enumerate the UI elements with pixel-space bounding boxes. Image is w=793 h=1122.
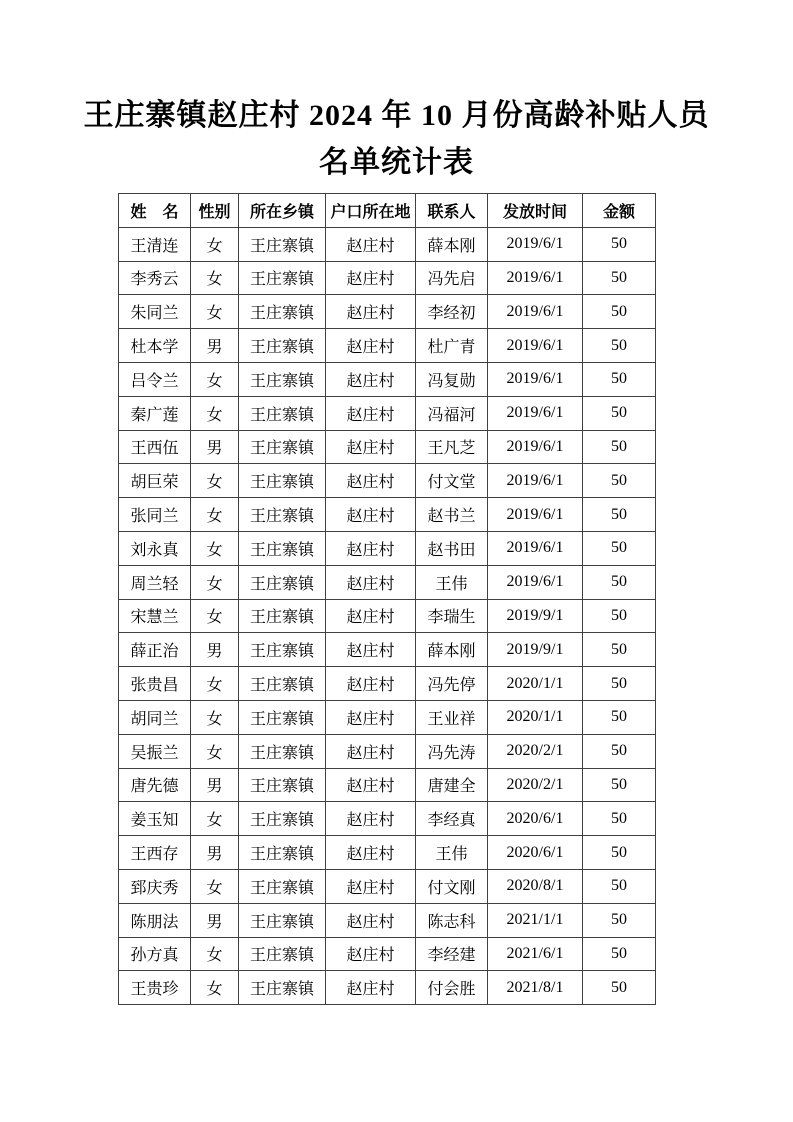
table-cell: 50 — [583, 599, 656, 633]
table-cell: 女 — [191, 531, 239, 565]
table-cell: 赵庄村 — [326, 227, 416, 261]
table-cell: 薛本刚 — [416, 227, 488, 261]
table-cell: 王庄寨镇 — [239, 734, 326, 768]
table-cell: 50 — [583, 498, 656, 532]
table-cell: 50 — [583, 295, 656, 329]
table-cell: 王庄寨镇 — [239, 667, 326, 701]
table-cell: 2019/6/1 — [488, 261, 583, 295]
table-cell: 赵庄村 — [326, 700, 416, 734]
subsidy-table — [118, 193, 656, 1005]
table-cell: 2019/6/1 — [488, 565, 583, 599]
table-cell: 女 — [191, 971, 239, 1005]
table-cell: 杜广青 — [416, 329, 488, 363]
table-row — [119, 329, 656, 363]
table-cell: 秦广莲 — [119, 396, 191, 430]
table-cell: 50 — [583, 971, 656, 1005]
table-cell: 张贵昌 — [119, 667, 191, 701]
table-cell: 2021/8/1 — [488, 971, 583, 1005]
table-cell: 50 — [583, 329, 656, 363]
table-cell: 2019/6/1 — [488, 295, 583, 329]
table-cell: 2019/6/1 — [488, 498, 583, 532]
table-cell: 男 — [191, 329, 239, 363]
table-cell: 50 — [583, 768, 656, 802]
table-cell: 女 — [191, 362, 239, 396]
table-cell: 张同兰 — [119, 498, 191, 532]
table-cell: 王庄寨镇 — [239, 768, 326, 802]
table-row — [119, 903, 656, 937]
table-cell: 陈志科 — [416, 903, 488, 937]
table-cell: 王庄寨镇 — [239, 836, 326, 870]
table-cell: 王贵珍 — [119, 971, 191, 1005]
table-cell: 李经初 — [416, 295, 488, 329]
table-cell: 2020/2/1 — [488, 734, 583, 768]
table-cell: 50 — [583, 937, 656, 971]
table-cell: 2020/1/1 — [488, 667, 583, 701]
table-cell: 男 — [191, 633, 239, 667]
column-header-name: 姓 名 — [119, 194, 191, 228]
table-cell: 2021/6/1 — [488, 937, 583, 971]
table-cell: 赵书兰 — [416, 498, 488, 532]
table-cell: 女 — [191, 396, 239, 430]
table-cell: 女 — [191, 700, 239, 734]
table-cell: 赵庄村 — [326, 768, 416, 802]
table-cell: 2020/1/1 — [488, 700, 583, 734]
table-row — [119, 531, 656, 565]
table-cell: 王庄寨镇 — [239, 971, 326, 1005]
table-cell: 2020/6/1 — [488, 802, 583, 836]
table-cell: 唐先德 — [119, 768, 191, 802]
table-cell: 周兰轻 — [119, 565, 191, 599]
table-cell: 赵庄村 — [326, 836, 416, 870]
table-cell: 50 — [583, 734, 656, 768]
table-cell: 女 — [191, 565, 239, 599]
table-row — [119, 464, 656, 498]
table-cell: 吴振兰 — [119, 734, 191, 768]
table-cell: 冯福河 — [416, 396, 488, 430]
table-cell: 赵庄村 — [326, 396, 416, 430]
table-cell: 女 — [191, 734, 239, 768]
table-cell: 陈朋法 — [119, 903, 191, 937]
table-cell: 赵庄村 — [326, 295, 416, 329]
table-cell: 50 — [583, 565, 656, 599]
table-cell: 女 — [191, 869, 239, 903]
table-row — [119, 768, 656, 802]
table-cell: 杜本学 — [119, 329, 191, 363]
table-cell: 2019/9/1 — [488, 633, 583, 667]
table-cell: 男 — [191, 903, 239, 937]
table-cell: 女 — [191, 802, 239, 836]
table-cell: 50 — [583, 633, 656, 667]
table-cell: 冯复勋 — [416, 362, 488, 396]
table-cell: 王庄寨镇 — [239, 869, 326, 903]
document-title-line-2: 名单统计表 — [319, 146, 474, 179]
table-cell: 胡巨荣 — [119, 464, 191, 498]
table-cell: 付文刚 — [416, 869, 488, 903]
table-cell: 50 — [583, 869, 656, 903]
column-header-issue-date: 发放时间 — [488, 194, 583, 228]
table-cell: 赵庄村 — [326, 971, 416, 1005]
table-row — [119, 633, 656, 667]
table-cell: 2019/6/1 — [488, 362, 583, 396]
table-cell: 王庄寨镇 — [239, 565, 326, 599]
document-title — [0, 92, 793, 186]
table-cell: 王伟 — [416, 565, 488, 599]
table-cell: 宋慧兰 — [119, 599, 191, 633]
table-row — [119, 937, 656, 971]
table-cell: 王庄寨镇 — [239, 396, 326, 430]
column-header-amount: 金额 — [583, 194, 656, 228]
table-cell: 50 — [583, 430, 656, 464]
table-cell: 王庄寨镇 — [239, 700, 326, 734]
table-row — [119, 869, 656, 903]
table-cell: 李瑞生 — [416, 599, 488, 633]
table-cell: 赵庄村 — [326, 498, 416, 532]
table-row — [119, 802, 656, 836]
table-cell: 王庄寨镇 — [239, 227, 326, 261]
table-cell: 女 — [191, 295, 239, 329]
table-cell: 王清连 — [119, 227, 191, 261]
table-cell: 赵庄村 — [326, 531, 416, 565]
table-cell: 女 — [191, 937, 239, 971]
table-cell: 王庄寨镇 — [239, 903, 326, 937]
table-cell: 刘永真 — [119, 531, 191, 565]
table-row — [119, 430, 656, 464]
table-row — [119, 667, 656, 701]
table-cell: 赵书田 — [416, 531, 488, 565]
table-cell: 薛本刚 — [416, 633, 488, 667]
table-cell: 女 — [191, 464, 239, 498]
table-cell: 王庄寨镇 — [239, 362, 326, 396]
table-cell: 女 — [191, 261, 239, 295]
table-row — [119, 700, 656, 734]
table-cell: 50 — [583, 531, 656, 565]
table-cell: 赵庄村 — [326, 667, 416, 701]
table-cell: 王庄寨镇 — [239, 633, 326, 667]
table-cell: 50 — [583, 396, 656, 430]
table-cell: 50 — [583, 667, 656, 701]
table-row — [119, 734, 656, 768]
table-row — [119, 599, 656, 633]
table-cell: 王业祥 — [416, 700, 488, 734]
table-cell: 2021/1/1 — [488, 903, 583, 937]
table-cell: 朱同兰 — [119, 295, 191, 329]
table-cell: 赵庄村 — [326, 633, 416, 667]
table-row — [119, 498, 656, 532]
table-cell: 50 — [583, 227, 656, 261]
table-cell: 2019/6/1 — [488, 464, 583, 498]
table-cell: 赵庄村 — [326, 362, 416, 396]
table-cell: 女 — [191, 498, 239, 532]
table-row — [119, 227, 656, 261]
table-cell: 郅庆秀 — [119, 869, 191, 903]
table-cell: 男 — [191, 430, 239, 464]
table-cell: 王庄寨镇 — [239, 329, 326, 363]
table-cell: 付会胜 — [416, 971, 488, 1005]
table-cell: 王庄寨镇 — [239, 599, 326, 633]
table-row — [119, 836, 656, 870]
table-cell: 赵庄村 — [326, 734, 416, 768]
table-cell: 2019/6/1 — [488, 227, 583, 261]
table-row — [119, 971, 656, 1005]
table-cell: 薛正治 — [119, 633, 191, 667]
table-cell: 50 — [583, 261, 656, 295]
table-cell: 吕令兰 — [119, 362, 191, 396]
table-cell: 2019/6/1 — [488, 329, 583, 363]
column-header-town: 所在乡镇 — [239, 194, 326, 228]
table-cell: 王凡芝 — [416, 430, 488, 464]
table-cell: 李经建 — [416, 937, 488, 971]
column-header-household-location: 户口所在地 — [326, 194, 416, 228]
table-cell: 2019/6/1 — [488, 430, 583, 464]
table-cell: 孙方真 — [119, 937, 191, 971]
table-cell: 王庄寨镇 — [239, 531, 326, 565]
table-cell: 赵庄村 — [326, 937, 416, 971]
table-cell: 赵庄村 — [326, 430, 416, 464]
table-cell: 胡同兰 — [119, 700, 191, 734]
table-cell: 2019/6/1 — [488, 396, 583, 430]
table-cell: 赵庄村 — [326, 261, 416, 295]
table-cell: 付文堂 — [416, 464, 488, 498]
table-cell: 50 — [583, 362, 656, 396]
document-title-line-1: 王庄寨镇赵庄村 2024 年 10 月份高龄补贴人员 — [83, 99, 710, 132]
table-row — [119, 261, 656, 295]
table-cell: 50 — [583, 836, 656, 870]
table-cell: 王庄寨镇 — [239, 937, 326, 971]
table-cell: 赵庄村 — [326, 599, 416, 633]
table-cell: 赵庄村 — [326, 329, 416, 363]
table-cell: 王庄寨镇 — [239, 430, 326, 464]
table-row — [119, 565, 656, 599]
table-cell: 2020/6/1 — [488, 836, 583, 870]
table-cell: 男 — [191, 836, 239, 870]
table-cell: 2020/2/1 — [488, 768, 583, 802]
column-header-contact: 联系人 — [416, 194, 488, 228]
table-cell: 王伟 — [416, 836, 488, 870]
table-cell: 赵庄村 — [326, 903, 416, 937]
table-cell: 李经真 — [416, 802, 488, 836]
table-cell: 王庄寨镇 — [239, 464, 326, 498]
table-cell: 王庄寨镇 — [239, 295, 326, 329]
table-cell: 赵庄村 — [326, 464, 416, 498]
table-cell: 50 — [583, 700, 656, 734]
table-cell: 姜玉知 — [119, 802, 191, 836]
table-cell: 2019/9/1 — [488, 599, 583, 633]
table-cell: 王庄寨镇 — [239, 498, 326, 532]
table-cell: 50 — [583, 802, 656, 836]
table-cell: 冯先涛 — [416, 734, 488, 768]
table-cell: 王西伍 — [119, 430, 191, 464]
table-row — [119, 396, 656, 430]
table-cell: 女 — [191, 667, 239, 701]
table-cell: 2020/8/1 — [488, 869, 583, 903]
table-cell: 李秀云 — [119, 261, 191, 295]
table-cell: 王庄寨镇 — [239, 802, 326, 836]
table-cell: 50 — [583, 903, 656, 937]
table-cell: 赵庄村 — [326, 565, 416, 599]
table-header-row — [119, 194, 656, 228]
table-cell: 冯先停 — [416, 667, 488, 701]
table-cell: 女 — [191, 599, 239, 633]
table-cell: 女 — [191, 227, 239, 261]
table-cell: 王西存 — [119, 836, 191, 870]
table-cell: 王庄寨镇 — [239, 261, 326, 295]
table-cell: 男 — [191, 768, 239, 802]
table-cell: 2019/6/1 — [488, 531, 583, 565]
table-cell: 赵庄村 — [326, 869, 416, 903]
table-cell: 唐建全 — [416, 768, 488, 802]
table-cell: 50 — [583, 464, 656, 498]
column-header-gender: 性别 — [191, 194, 239, 228]
table-row — [119, 295, 656, 329]
table-cell: 冯先启 — [416, 261, 488, 295]
table-row — [119, 362, 656, 396]
table-cell: 赵庄村 — [326, 802, 416, 836]
